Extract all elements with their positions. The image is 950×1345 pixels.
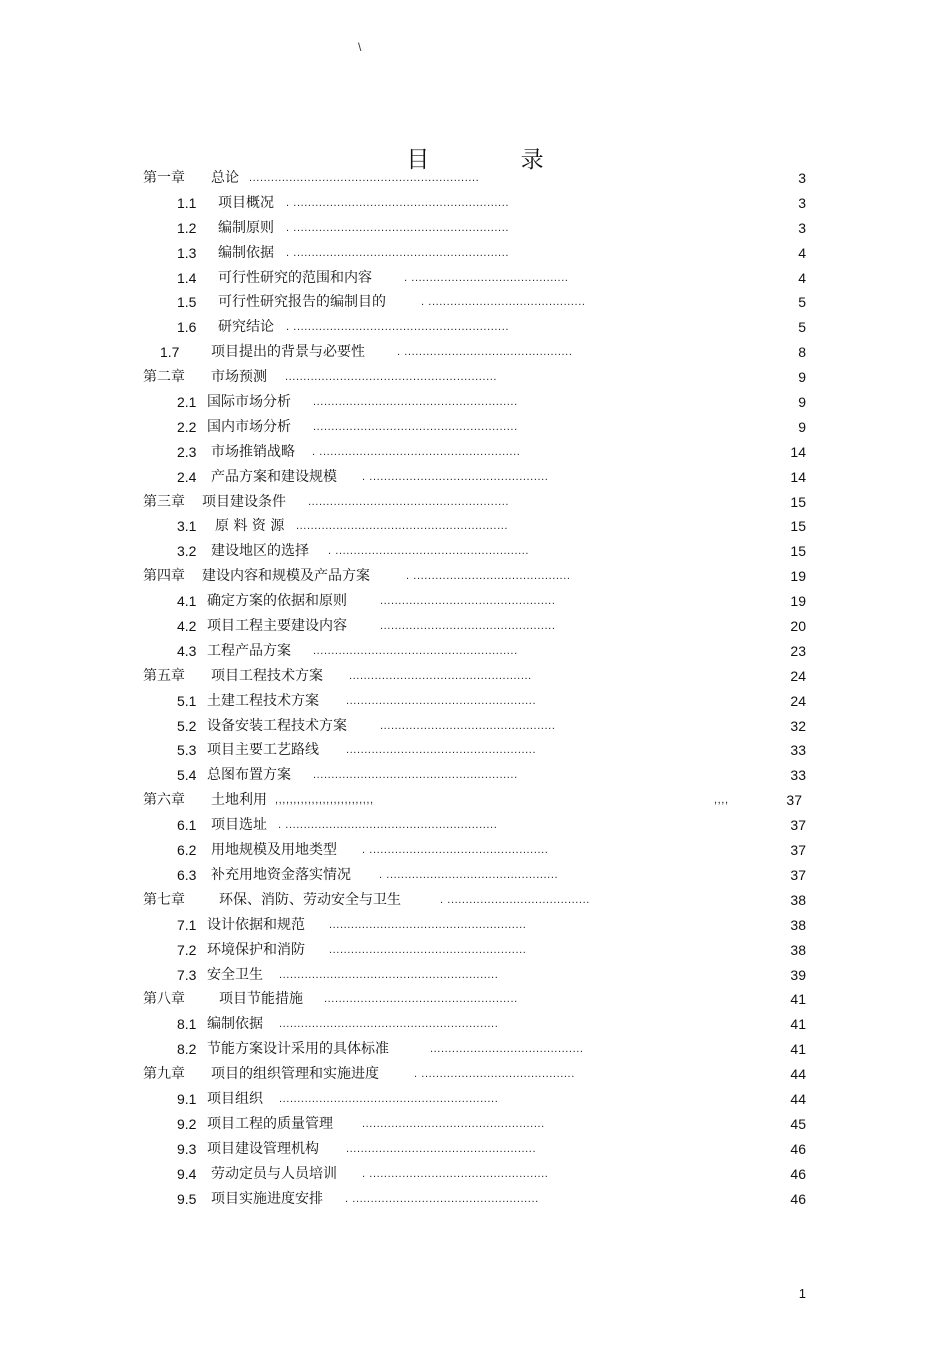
toc-trailing-marks: ,,,,: [714, 794, 729, 807]
toc-page: 4: [798, 269, 806, 286]
toc-number: 9.2: [177, 1115, 197, 1132]
toc-label: 可行性研究报告的编制目的: [218, 294, 386, 311]
toc-number: 9.5: [177, 1190, 197, 1207]
toc-page: 5: [798, 294, 806, 311]
toc-leader: . ...................................................: [345, 1192, 539, 1205]
toc-page: 14: [790, 443, 806, 460]
toc-number: 1.2: [177, 219, 197, 236]
toc-leader: ......................................................: [329, 918, 527, 931]
toc-section[interactable]: [0, 714, 950, 739]
toc-number: 第五章: [143, 667, 185, 684]
toc-section[interactable]: [0, 241, 950, 266]
toc-chapter[interactable]: [0, 888, 950, 913]
toc-leader: . ...............................................: [379, 868, 559, 881]
toc-number: 8.1: [177, 1016, 197, 1033]
toc-leader: ....................................................: [346, 1142, 537, 1155]
toc-label: 安全卫生: [207, 966, 263, 983]
toc-label: 补充用地资金落实情况: [211, 866, 351, 883]
toc-section[interactable]: [0, 340, 950, 365]
toc-section[interactable]: [0, 689, 950, 714]
toc-label: 项目主要工艺路线: [207, 742, 319, 759]
toc-number: 2.2: [177, 418, 197, 435]
toc-label: 设计依据和规范: [207, 916, 305, 933]
toc-section[interactable]: [0, 266, 950, 291]
toc-leader: . ...........................................................: [286, 221, 510, 234]
toc-section[interactable]: [0, 415, 950, 440]
toc-number: 1.1: [177, 194, 197, 211]
toc-label: 可行性研究的范围和内容: [218, 269, 372, 286]
toc-section[interactable]: [0, 1187, 950, 1212]
toc-page: 37: [790, 817, 806, 834]
toc-leader: ......................................................: [329, 943, 527, 956]
toc-number: 5.2: [177, 717, 197, 734]
page-title: 目 录: [406, 147, 586, 174]
toc-label: 项目工程主要建设内容: [207, 618, 347, 635]
toc-section[interactable]: [0, 863, 950, 888]
toc-page: 39: [790, 966, 806, 983]
toc-chapter[interactable]: [0, 987, 950, 1012]
toc-section[interactable]: [0, 639, 950, 664]
toc-leader: . ...........................................: [406, 570, 571, 583]
toc-label: 产品方案和建设规模: [211, 468, 337, 485]
toc-section[interactable]: [0, 838, 950, 863]
toc-number: 7.3: [177, 966, 197, 983]
toc-section[interactable]: [0, 1137, 950, 1162]
toc-label: 项目工程的质量管理: [207, 1115, 333, 1132]
toc-label: 环境保护和消防: [207, 941, 305, 958]
toc-label: 项目实施进度安排: [211, 1190, 323, 1207]
toc-number: 第一章: [143, 170, 185, 186]
toc-section[interactable]: [0, 738, 950, 763]
toc-number: 1.5: [177, 294, 197, 311]
toc-page: 41: [790, 1016, 806, 1033]
toc-label: 设备安装工程技术方案: [207, 717, 347, 734]
toc-page: 24: [790, 667, 806, 684]
toc-label: 原 料 资 源: [215, 518, 285, 535]
toc-page: 3: [798, 170, 806, 186]
toc-page: 33: [790, 742, 806, 759]
toc-label: 总论: [211, 170, 239, 186]
toc-page: 38: [790, 916, 806, 933]
toc-page: 37: [790, 842, 806, 859]
toc-number: 6.3: [177, 866, 197, 883]
toc-section[interactable]: [0, 1012, 950, 1037]
toc-section[interactable]: [0, 1112, 950, 1137]
toc-page: 5: [798, 319, 806, 336]
toc-chapter[interactable]: [0, 1062, 950, 1087]
header-mark: \: [358, 40, 362, 54]
toc-page: 33: [790, 767, 806, 784]
toc-label: 国际市场分析: [207, 394, 291, 411]
toc-label: 项目选址: [211, 817, 267, 834]
toc-page: 45: [790, 1115, 806, 1132]
toc-leader: . .......................................................: [312, 445, 521, 458]
toc-number: 1.7: [160, 344, 180, 361]
toc-label: 项目建设条件: [202, 493, 286, 510]
toc-number: 9.1: [177, 1090, 197, 1107]
toc-label: 项目提出的背景与必要性: [211, 344, 365, 361]
toc-label: 项目组织: [207, 1090, 263, 1107]
toc-number: 第七章: [143, 891, 185, 908]
toc-section[interactable]: [0, 813, 950, 838]
toc-number: 1.6: [177, 319, 197, 336]
toc-leader: .......................................................: [308, 495, 510, 508]
toc-label: 项目建设管理机构: [207, 1140, 319, 1157]
toc-leader: ........................................................: [313, 644, 518, 657]
toc-number: 3.2: [177, 543, 197, 560]
toc-label: 编制依据: [207, 1016, 263, 1033]
toc-section[interactable]: [0, 589, 950, 614]
toc-page: 41: [790, 991, 806, 1008]
toc-number: 5.1: [177, 692, 197, 709]
toc-page: 8: [798, 344, 806, 361]
toc-leader: . .................................................: [362, 844, 549, 857]
toc-leader: .....................................................: [324, 993, 518, 1006]
toc-page: 38: [790, 891, 806, 908]
toc-label: 国内市场分析: [207, 418, 291, 435]
toc-section[interactable]: [0, 465, 950, 490]
page-number: 1: [798, 1286, 806, 1301]
toc-section[interactable]: [0, 1087, 950, 1112]
toc-label: 劳动定员与人员培训: [211, 1165, 337, 1182]
toc-section[interactable]: [0, 315, 950, 340]
toc-section[interactable]: [0, 539, 950, 564]
toc-section[interactable]: [0, 963, 950, 988]
toc-leader: ...............................................................: [249, 172, 480, 184]
toc-label: 建设内容和规模及产品方案: [202, 568, 370, 585]
toc-label: 项目概况: [218, 194, 274, 211]
toc-label: 土建工程技术方案: [207, 692, 319, 709]
toc-number: 1.4: [177, 269, 197, 286]
toc-number: 第四章: [143, 568, 185, 585]
toc-page: 23: [790, 642, 806, 659]
toc-section[interactable]: [0, 191, 950, 216]
toc-label: 项目节能措施: [219, 991, 303, 1008]
toc-leader: ..................................................: [362, 1117, 545, 1130]
toc-number: 1.3: [177, 244, 197, 261]
toc-leader: . ...........................................................: [286, 246, 510, 259]
toc-section[interactable]: [0, 216, 950, 241]
toc-number: 4.1: [177, 593, 197, 610]
toc-page: 3: [798, 194, 806, 211]
toc-chapter[interactable]: [0, 664, 950, 689]
toc-leader: ................................................: [380, 595, 556, 608]
toc-chapter[interactable]: [0, 788, 950, 813]
table-of-contents: [0, 166, 950, 1211]
toc-chapter[interactable]: [0, 166, 950, 191]
toc-page: 41: [790, 1041, 806, 1058]
toc-page: 9: [798, 369, 806, 386]
toc-section[interactable]: [0, 938, 950, 963]
toc-number: 第九章: [143, 1066, 185, 1083]
toc-page: 4: [798, 244, 806, 261]
toc-label: 市场预测: [211, 369, 267, 386]
toc-page: 14: [790, 468, 806, 485]
toc-label: 编制依据: [218, 244, 274, 261]
toc-leader: . ..........................................: [414, 1068, 575, 1081]
toc-number: 6.1: [177, 817, 197, 834]
toc-page: 9: [798, 418, 806, 435]
toc-number: 第六章: [143, 792, 185, 809]
toc-label: 工程产品方案: [207, 642, 291, 659]
toc-number: 9.3: [177, 1140, 197, 1157]
toc-page: 19: [790, 593, 806, 610]
toc-label: 项目的组织管理和实施进度: [211, 1066, 379, 1083]
toc-leader: ........................................................: [313, 396, 518, 409]
toc-leader: . .................................................: [362, 1167, 549, 1180]
toc-leader: . ...........................................: [404, 271, 569, 284]
toc-section[interactable]: [0, 290, 950, 315]
toc-number: 第二章: [143, 369, 185, 386]
toc-number: 2.4: [177, 468, 197, 485]
toc-number: 5.3: [177, 742, 197, 759]
toc-leader: ............................................................: [279, 1018, 499, 1031]
toc-number: 8.2: [177, 1041, 197, 1058]
toc-leader: . .................................................: [362, 470, 549, 483]
toc-label: 市场推销战略: [211, 443, 295, 460]
toc-section[interactable]: [0, 390, 950, 415]
toc-section[interactable]: [0, 614, 950, 639]
toc-leader: ..................................................: [349, 669, 532, 682]
toc-label: 节能方案设计采用的具体标准: [207, 1041, 389, 1058]
toc-leader: ................................................: [380, 719, 556, 732]
toc-page: 19: [790, 568, 806, 585]
toc-leader: . ..........................................................: [278, 819, 498, 832]
toc-leader: ....................................................: [346, 694, 537, 707]
toc-number: 2.3: [177, 443, 197, 460]
toc-section[interactable]: [0, 440, 950, 465]
toc-section[interactable]: [0, 763, 950, 788]
toc-number: 9.4: [177, 1165, 197, 1182]
toc-page: 37: [790, 866, 806, 883]
toc-page: 37: [786, 792, 802, 809]
toc-leader: ..........................................: [430, 1043, 584, 1056]
toc-label: 编制原则: [218, 219, 274, 236]
toc-leader: ..........................................................: [285, 371, 498, 384]
toc-number: 7.1: [177, 916, 197, 933]
toc-label: 建设地区的选择: [211, 543, 309, 560]
toc-leader: ............................................................: [279, 968, 499, 981]
toc-page: 3: [798, 219, 806, 236]
toc-page: 46: [790, 1165, 806, 1182]
toc-leader: ............................................................: [279, 1092, 499, 1105]
toc-number: 4.3: [177, 642, 197, 659]
toc-leader: ................................................: [380, 620, 556, 633]
toc-number: 2.1: [177, 394, 197, 411]
toc-number: 4.2: [177, 618, 197, 635]
toc-label: 项目工程技术方案: [211, 667, 323, 684]
toc-leader: . .....................................................: [328, 545, 530, 558]
toc-number: 第三章: [143, 493, 185, 510]
toc-page: 15: [790, 493, 806, 510]
toc-leader: . ..............................................: [397, 346, 573, 359]
toc-chapter[interactable]: [0, 490, 950, 515]
toc-number: 7.2: [177, 941, 197, 958]
toc-label: 总图布置方案: [207, 767, 291, 784]
toc-chapter[interactable]: [0, 365, 950, 390]
toc-label: 环保、消防、劳动安全与卫生: [219, 891, 401, 908]
toc-page: 44: [790, 1090, 806, 1107]
toc-page: 9: [798, 394, 806, 411]
toc-number: 第八章: [143, 991, 185, 1008]
toc-leader: ........................................................: [313, 420, 518, 433]
toc-page: 46: [790, 1190, 806, 1207]
toc-label: 研究结论: [218, 319, 274, 336]
toc-page: 24: [790, 692, 806, 709]
toc-leader: . ...........................................................: [286, 196, 510, 209]
toc-chapter[interactable]: [0, 564, 950, 589]
toc-page: 32: [790, 717, 806, 734]
toc-leader: ....................................................: [346, 744, 537, 757]
toc-page: 38: [790, 941, 806, 958]
toc-label: 用地规模及用地类型: [211, 842, 337, 859]
toc-number: 5.4: [177, 767, 197, 784]
toc-page: 15: [790, 518, 806, 535]
toc-page: 15: [790, 543, 806, 560]
toc-section[interactable]: [0, 913, 950, 938]
toc-leader: . .......................................: [440, 893, 590, 906]
toc-label: 土地利用: [211, 792, 267, 809]
toc-section[interactable]: [0, 514, 950, 539]
toc-page: 20: [790, 618, 806, 635]
toc-number: 3.1: [177, 518, 197, 535]
toc-leader: ........................................................: [313, 769, 518, 782]
toc-page: 44: [790, 1066, 806, 1083]
toc-leader: ..........................................................: [296, 520, 509, 533]
toc-leader: . ...........................................................: [286, 321, 510, 334]
toc-number: 6.2: [177, 842, 197, 859]
toc-page: 46: [790, 1140, 806, 1157]
toc-section[interactable]: [0, 1037, 950, 1062]
toc-leader: ,,,,,,,,,,,,,,,,,,,,,,,,,,,: [275, 794, 374, 807]
toc-section[interactable]: [0, 1162, 950, 1187]
toc-leader: . ...........................................: [421, 296, 586, 309]
toc-label: 确定方案的依据和原则: [207, 593, 347, 610]
